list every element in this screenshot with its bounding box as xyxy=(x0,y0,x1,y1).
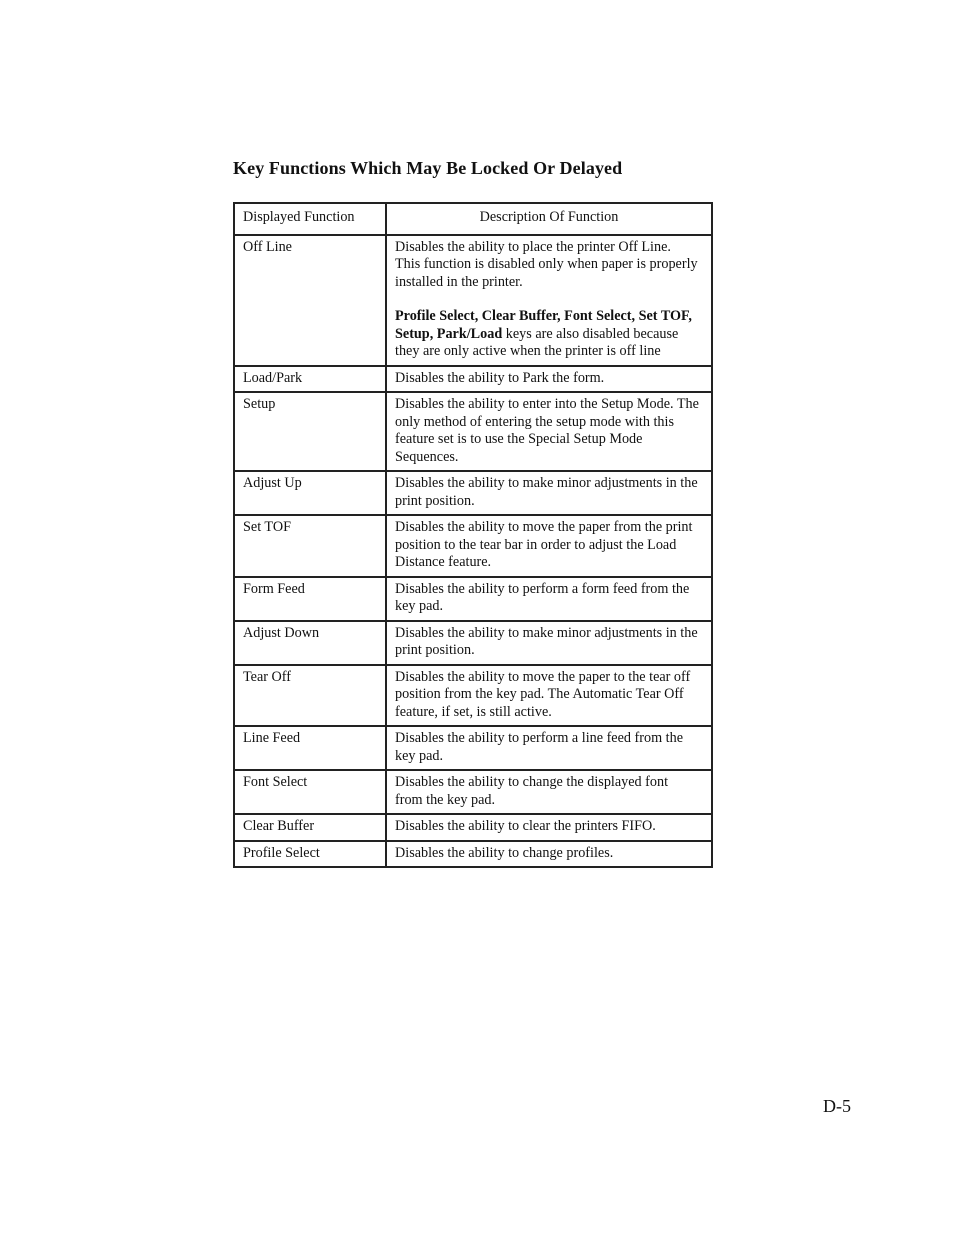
row-description: Disables the ability to enter into the Setup Mode. The only method of entering the setup mode with this feature set is to use the Special Setup Mode Sequences. xyxy=(386,392,712,471)
header-displayed-function: Displayed Function xyxy=(234,203,386,235)
table-row xyxy=(234,621,712,665)
table-row xyxy=(234,814,712,841)
row-description: Disables the ability to clear the printers FIFO. xyxy=(386,814,712,841)
row-description: Disables the ability to perform a line feed from the key pad. xyxy=(386,726,712,770)
page-title: Key Functions Which May Be Locked Or Delayed xyxy=(233,158,623,178)
row-description: Disables the ability to make minor adjustments in the print position. xyxy=(386,621,712,665)
header-description: Description Of Function xyxy=(386,203,712,235)
row-function-name: Form Feed xyxy=(234,577,386,621)
row-function-name: Adjust Up xyxy=(234,471,386,515)
table-row xyxy=(234,577,712,621)
table-row xyxy=(234,726,712,770)
table-row xyxy=(234,471,712,515)
page-number: D-5 xyxy=(823,1096,851,1116)
row-description: Disables the ability to perform a form feed from the key pad. xyxy=(386,577,712,621)
row-function-name: Line Feed xyxy=(234,726,386,770)
table-row xyxy=(234,770,712,814)
row-function-name: Adjust Down xyxy=(234,621,386,665)
row-function-name: Load/Park xyxy=(234,366,386,393)
row-function-name: Off Line xyxy=(234,235,386,366)
row-description-cell xyxy=(386,235,712,366)
table-row xyxy=(234,392,712,471)
row-function-name: Tear Off xyxy=(234,665,386,727)
table-row xyxy=(234,366,712,393)
row-function-name: Set TOF xyxy=(234,515,386,577)
table-row xyxy=(234,515,712,577)
key-functions-table xyxy=(233,202,713,868)
table-row xyxy=(234,665,712,727)
row-function-name: Clear Buffer xyxy=(234,814,386,841)
table-row xyxy=(234,841,712,868)
row-function-name: Font Select xyxy=(234,770,386,814)
row-description: Disables the ability to change profiles. xyxy=(386,841,712,868)
row-description: Disables the ability to move the paper to the tear off position from the key pad. The Automatic Tear Off feature, if set, is still active. xyxy=(386,665,712,727)
table-header-row xyxy=(234,203,712,235)
row-description: Disables the ability to change the displayed font from the key pad. xyxy=(386,770,712,814)
row-description: Disables the ability to make minor adjustments in the print position. xyxy=(386,471,712,515)
row-function-name: Setup xyxy=(234,392,386,471)
row-note-text: keys are also disabled because they are only active when the printer is off line xyxy=(395,325,679,359)
row-note-bold-keys: Profile Select, Clear Buffer, Font Select, Set TOF, Setup, Park/Load xyxy=(395,308,692,342)
row-description: Disables the ability to Park the form. xyxy=(386,366,712,393)
row-note xyxy=(395,308,699,361)
row-function-name: Profile Select xyxy=(234,841,386,868)
row-description: Disables the ability to move the paper from the print position to the tear bar in order to adjust the Load Distance feature. xyxy=(386,515,712,577)
table-row xyxy=(234,235,712,366)
row-description: Disables the ability to place the printer Off Line. This function is disabled only when paper is properly installed in the printer. xyxy=(395,238,698,290)
